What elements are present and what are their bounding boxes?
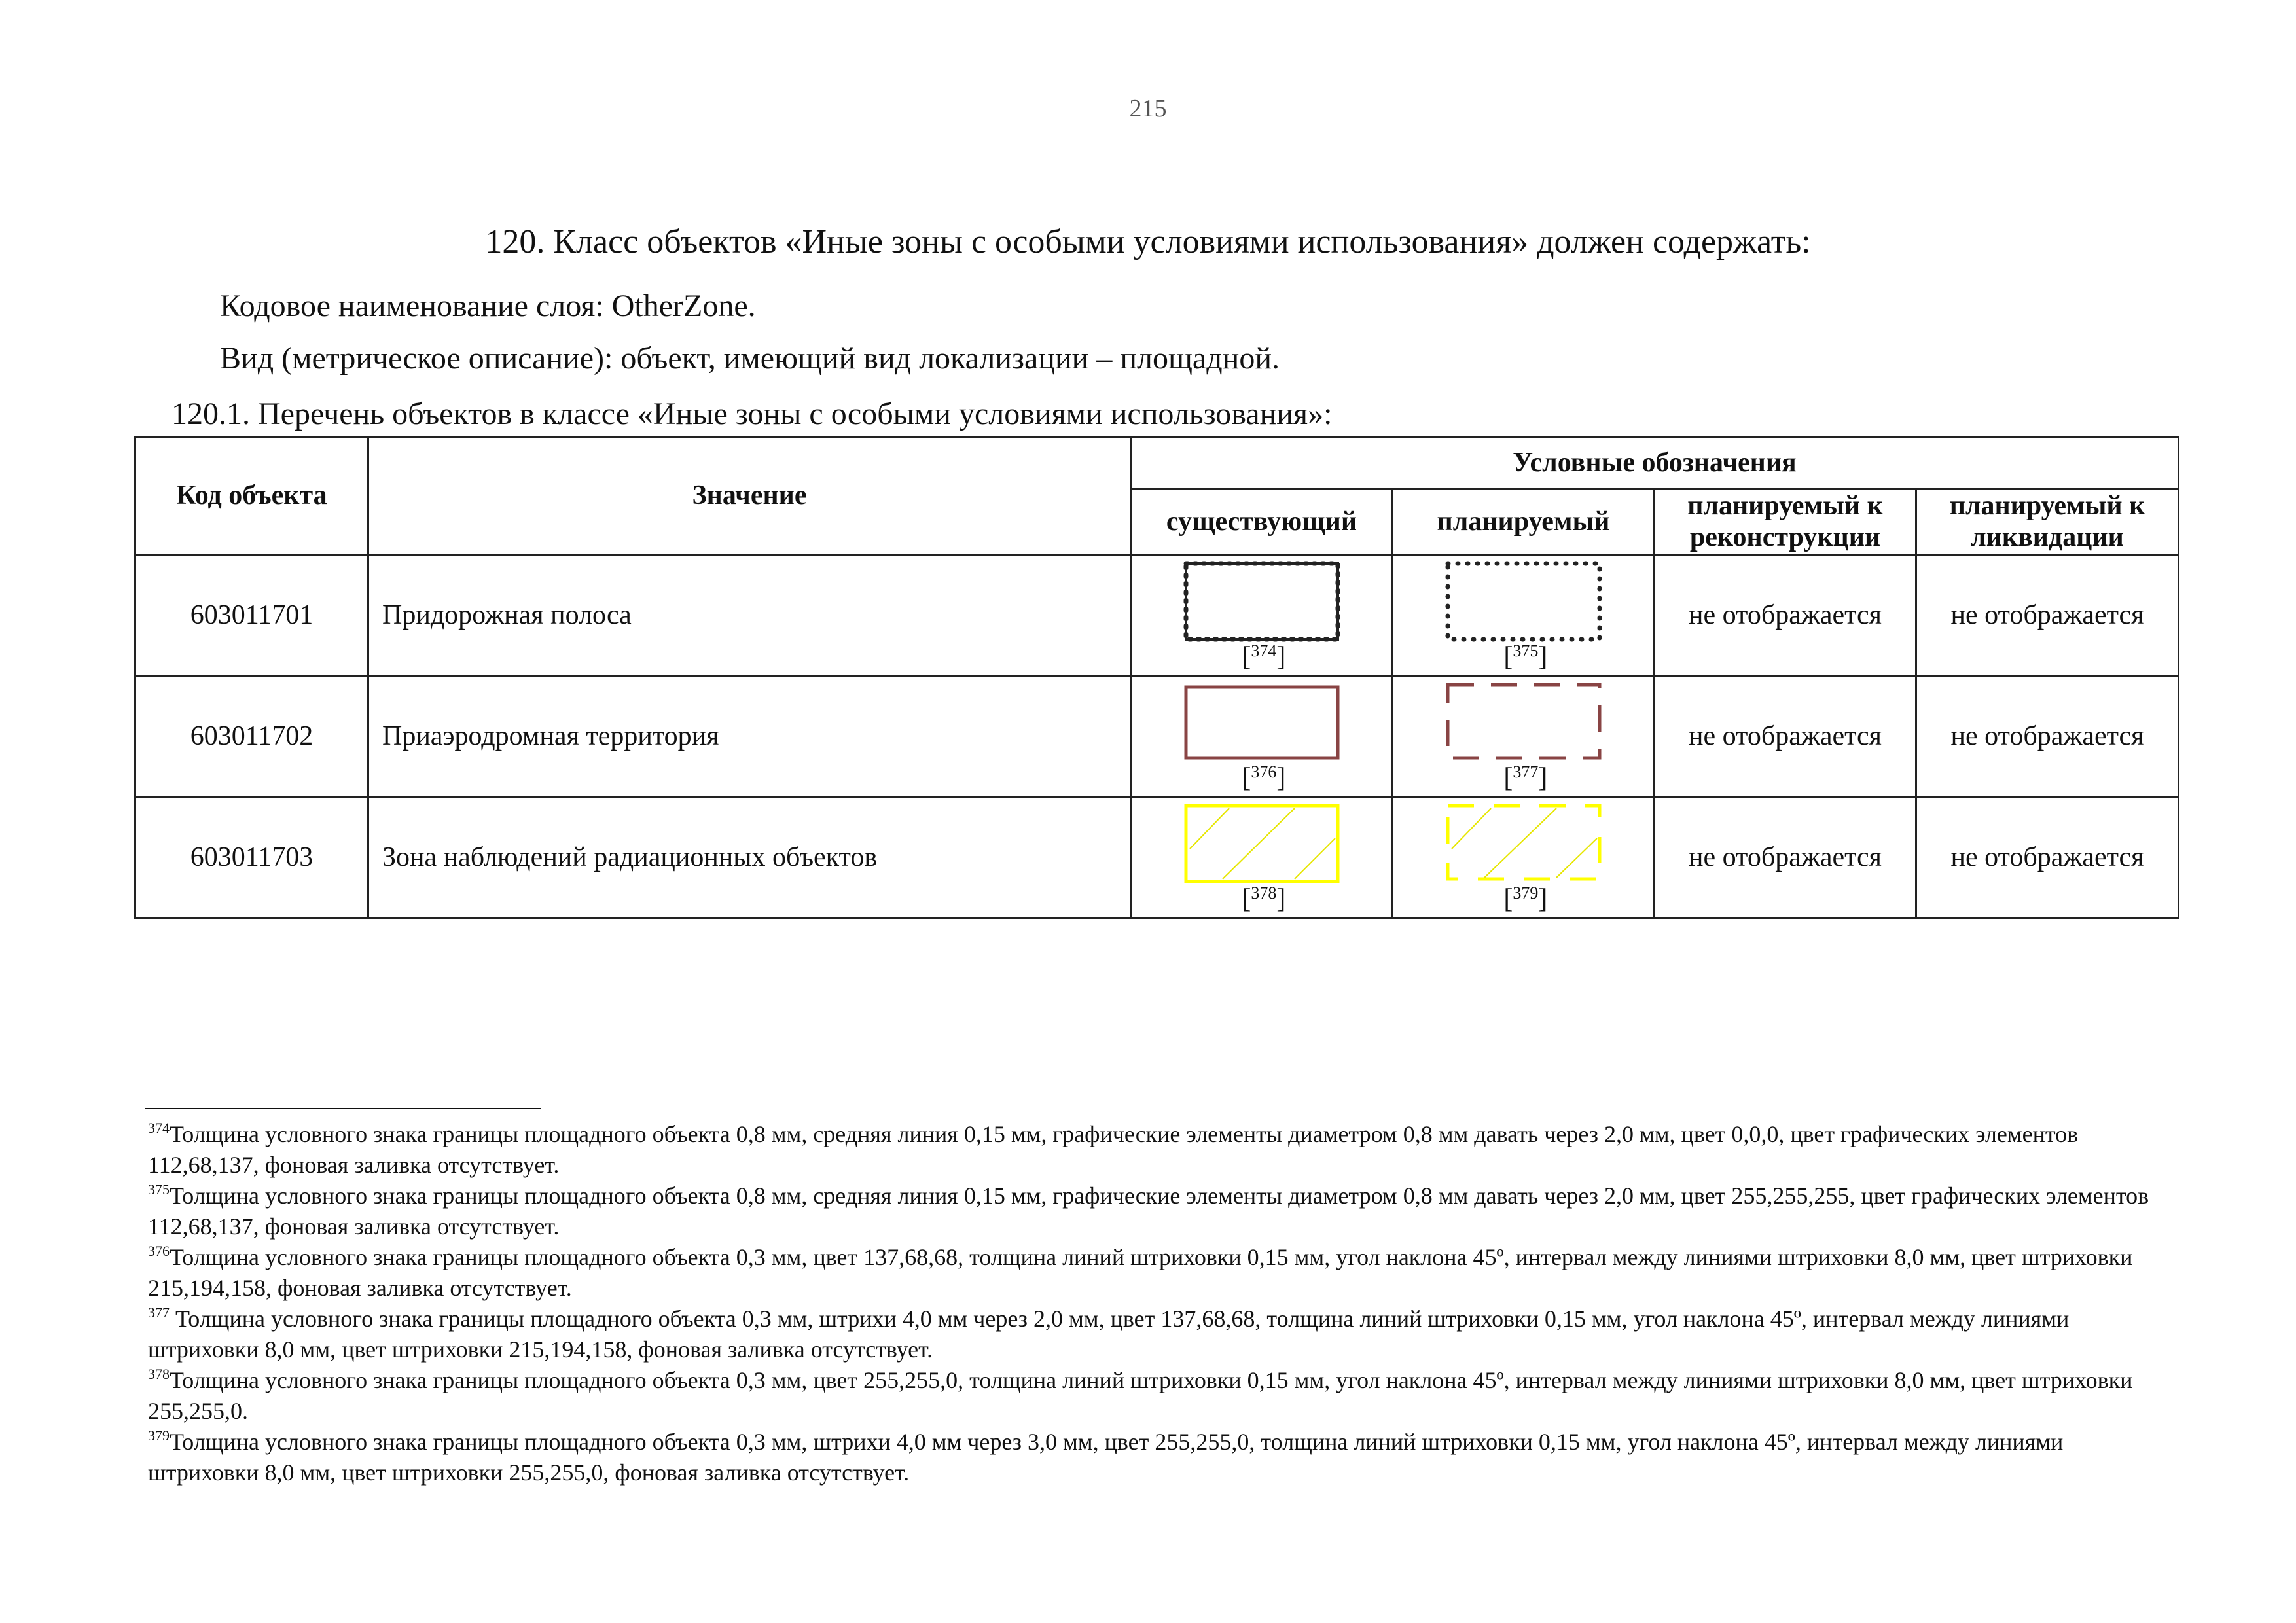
existing-symbol-cell — [1131, 676, 1393, 797]
table-row — [135, 797, 2179, 918]
footnote: $^{375}$Толщина условного знака границы площадного объекта 0,8 мм, средняя линия 0,15 мм, графические элементы диаметром 0,8 мм давать через 2,0 мм, цвет 255,255,255, цвет графических элементов 112,68,137, фоновая заливка отсутствует. — [148, 1181, 2149, 1240]
footnote: $^{376}$Толщина условного знака границы площадного объекта 0,3 мм, цвет 137,68,68, толщина линий штриховки 0,15 мм, угол наклона 45º, интервал между линиями штриховки 8,0 мм, цвет штриховки 215,194,158, фоновая заливка отсутствует. — [148, 1243, 2133, 1301]
layer-code-line: Кодовое наименование слоя: OtherZone. — [220, 289, 756, 323]
section-heading: 120. Класс объектов «Иные зоны с особыми условиями использования» должен содержать: — [485, 223, 1811, 260]
hatched-rectangle-symbol — [1183, 803, 1340, 884]
footnote-ref: [$^{375}$] — [1503, 641, 1548, 672]
footnote: $^{377}$ Толщина условного знака границы площадного объекта 0,3 мм, штрихи 4,0 мм через 2,0 мм, цвет 137,68,68, толщина линий штриховки 0,15 мм, угол наклона 45º, интервал между линиями штриховки 8,0 мм, цвет штриховки 215,194,158, фоновая заливка отсутствует. — [148, 1304, 2070, 1363]
footnote: $^{378}$Толщина условного знака границы площадного объекта 0,3 мм, цвет 255,255,0, толщина линий штриховки 0,15 мм, угол наклона 45º, интервал между линиями штриховки 8,0 мм, цвет штриховки 255,255,0. — [148, 1366, 2133, 1424]
header-planned-reconstruction: планируемый к реконструкции — [1655, 490, 1916, 555]
page-number: 215 — [1129, 95, 1167, 122]
footnote: $^{379}$Толщина условного знака границы площадного объекта 0,3 мм, штрихи 4,0 мм через 3,0 мм, цвет 255,255,0, толщина линий штриховки 0,15 мм, угол наклона 45º, интервал между линиями штриховки 8,0 мм, цвет штриховки 255,255,0, фоновая заливка отсутствует. — [148, 1427, 2064, 1486]
header-meaning: Значение — [368, 437, 1131, 555]
footnote-ref: [$^{379}$] — [1503, 883, 1548, 914]
planned-symbol-cell — [1393, 555, 1655, 676]
header-planned: планируемый — [1393, 490, 1655, 555]
object-name: Придорожная полоса — [368, 555, 1131, 676]
table-row — [135, 676, 2179, 797]
table-row — [135, 555, 2179, 676]
object-name: Зона наблюдений радиационных объектов — [368, 797, 1131, 918]
liquidation-value: не отображается — [1916, 676, 2179, 797]
liquidation-value: не отображается — [1916, 797, 2179, 918]
dashed-rectangle-symbol — [1445, 682, 1602, 763]
object-code: 603011703 — [135, 797, 368, 918]
reconstruction-value: не отображается — [1655, 797, 1916, 918]
objects-table — [134, 436, 2179, 919]
list-title: 120.1. Перечень объектов в классе «Иные зоны с особыми условиями использования»: — [171, 397, 1333, 431]
planned-symbol-cell — [1393, 797, 1655, 918]
dashed-hatched-rectangle-symbol — [1445, 803, 1602, 884]
footnote-ref: [$^{378}$] — [1242, 883, 1286, 914]
footnote-separator — [145, 1108, 541, 1109]
existing-symbol-cell — [1131, 797, 1393, 918]
liquidation-value: не отображается — [1916, 555, 2179, 676]
header-code: Код объекта — [135, 437, 368, 555]
dotted-rectangle-symbol — [1445, 561, 1602, 642]
object-name: Приаэродромная территория — [368, 676, 1131, 797]
geometry-line: Вид (метрическое описание): объект, имеющий вид локализации – площадной. — [220, 341, 1280, 376]
header-existing: существующий — [1131, 490, 1393, 555]
header-symbols: Условные обозначения — [1131, 437, 2179, 490]
footnote-ref: [$^{374}$] — [1242, 641, 1286, 672]
object-code: 603011702 — [135, 676, 368, 797]
footnote: $^{374}$Толщина условного знака границы площадного объекта 0,8 мм, средняя линия 0,15 мм, графические элементы диаметром 0,8 мм давать через 2,0 мм, цвет 0,0,0, цвет графических элементов 112,68,137, фоновая заливка отсутствует. — [148, 1120, 2079, 1178]
planned-symbol-cell — [1393, 676, 1655, 797]
object-code: 603011701 — [135, 555, 368, 676]
dotted-rectangle-symbol — [1183, 561, 1340, 642]
footnotes — [148, 1119, 2177, 1488]
existing-symbol-cell — [1131, 555, 1393, 676]
reconstruction-value: не отображается — [1655, 555, 1916, 676]
footnote-ref: [$^{377}$] — [1503, 762, 1548, 793]
header-planned-liquidation: планируемый к ликвидации — [1916, 490, 2179, 555]
reconstruction-value: не отображается — [1655, 676, 1916, 797]
solid-rectangle-symbol — [1183, 682, 1340, 763]
footnote-ref: [$^{376}$] — [1242, 762, 1286, 793]
